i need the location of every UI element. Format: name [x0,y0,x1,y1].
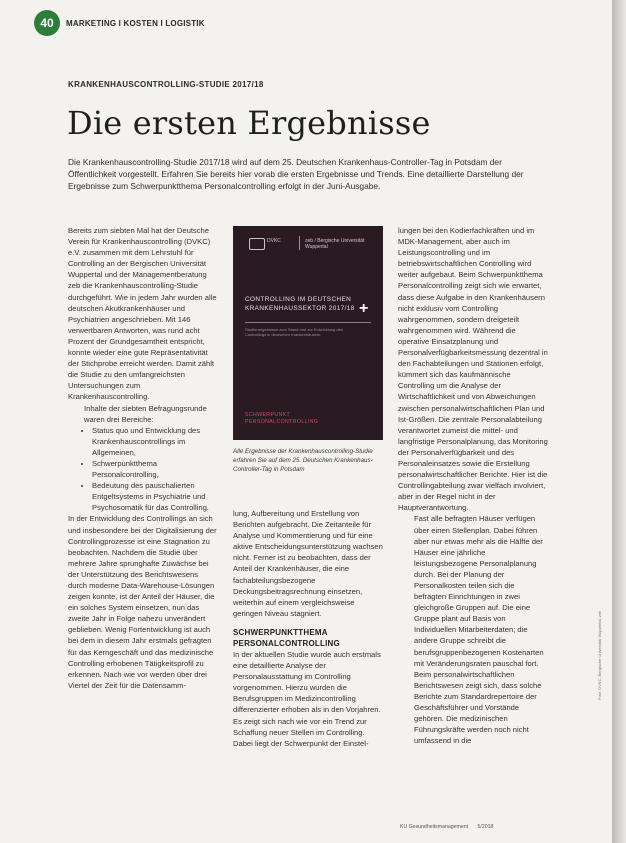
paragraph: lungen bei den Kodierfachkräften und im MDK-Management, aber auch im Leistungscontrolling und im betriebswirtschaftlichen Controlling wird weiter aufgebaut. Beim Schwerpunktthema Personalcontrolling zeigt sich wie erwartet, dass diese Aufgabe in den Krankenhäusern nicht exklusiv vom Controlling wahrgenommen, sondern dreigeteilt wahrgenommen wird. Während die operative Einsatzplanung und Personalverfügbarkeitsmessung dezentral in den Fachabteilungen und Stationen erfolgt, kümmert sich das kaufmännische Controlling um die Analyse der Wirtschaftlichkeit und von Abweichungen zwischen personalwirtschaftlichen Plan und Ist-Größen. Die zentrale Personalabteilung verantwortet zumeist die mittel- und langfristige Personalplanung, das Monitoring der Personalverfügbarkeit und des Personaleinsatzes sowie die Erstellung personalwirtschaftlicher Berichte. Hier ist die Controllingabteilung zwar vielfach involviert, aber in der Regel nicht in der Hauptverantwortung. [398,226,548,513]
article-title: Die ersten Ergebnisse [67,104,431,142]
cover-logo-2: zeb / Bergische Universität Wuppertal [305,238,365,250]
image-caption: Alle Ergebnisse der Krankenhauscontrolling-Studie erfahren Sie auf dem 25. Deutschen Krankenhaus-Controller-Tag in Potsdam [233,448,373,474]
next-page-edge [612,0,626,843]
study-cover-image [233,226,383,440]
article-kicker: KRANKENHAUSCONTROLLING-STUDIE 2017/18 [68,80,264,89]
paragraph: Bereits zum siebten Mal hat der Deutsche Verein für Krankenhauscontrolling (DVKC) e.V. zusammen mit dem Lehrstuhl für Controlling an der Bergischen Universität Wuppertal und der Managementberatung zeb die Krankenhauscontrolling-Studie durchgeführt. Wie in jedem Jahr wurden alle deutschen Akutkrankenhäuser und Psychiatrien angeschrieben. Mit 146 verwertbaren Antworten, was rund acht Prozent der Grundgesamtheit entspricht, konnte wieder eine gute Repräsentativität der Stichprobe erreicht werden. Damit zählt die Studie zu den umfangreichsten Untersuchungen zum Krankenhauscontrolling. [68,226,217,402]
page-footer [400,824,501,830]
journal-name: KU Gesundheitsmanagement [400,824,469,830]
cover-logo-divider [299,236,300,250]
issue-label: 5/2018 [477,824,494,830]
section-label: MARKETING I KOSTEN I LOGISTIK [66,18,205,28]
paragraph: In der Entwicklung des Controllings an sich und insbesondere bei der Digitalisierung der Controllingprozesse ist eine Stagnation zu beobachten. Nachdem die Studie über mehrere Jahre sprunghafte Zuwächse bei der Unterstützung des Berichtswesens durch moderne Data-Warehouse-Lösungen zeigen konnte, ist der Anteil der Häuser, die ein solches System einsetzen, nun das zweite Jahr in Folge nahezu unverändert geblieben. Wenig Fortentwicklung ist auch bei dem in diesem Jahr erstmals gefragten für das Kerngeschäft und das medizinische Controlling erhobenen Tätigkeitsprofil zu erkennen. Nach wie vor werden über drei Viertel der Zeit für die Datensamm- [68,514,217,690]
column-2 [233,508,383,749]
subheading: SCHWERPUNKTTHEMA PERSONALCONTROLLING [233,627,340,648]
cover-small-text: Studienergebnisse zum Stand und zur Entwicklung des Controllings in deutschen Krankenhäusern [245,327,343,337]
dvkc-logo-icon [249,238,265,250]
cover-title: CONTROLLING IM DEUTSCHEN KRANKENHAUSSEKTOR 2017/18 [245,296,355,312]
plus-icon: + [359,300,369,317]
paragraph: In der aktuellen Studie wurde auch erstmals eine detaillierte Analyse der Personalausstattung im Controlling vorgenommen. Hierzu wurden die Berufsgruppen im Medizincontrolling differenzierter erhoben als in den Vorjahren. Es zeigt sich nach wie vor ein Trend zur Schaffung neuer Stellen im Controlling. Dabei liegt der Schwerpunkt der Einstel- [233,649,381,748]
column-1 [68,225,218,691]
bullet-list [68,425,218,514]
paragraph: lung, Aufbereitung und Erstellung von Berichten aufgebracht. Die Zeitanteile für Analyse und Kommentierung und für eine aktive Entscheidungsunterstützung wachsen nicht. Ferner ist zu beobachten, dass der Anteil der Krankenhäuser, die eine fachabteilungsbezogene Deckungsbeitragsrechnung einsetzen, weiterhin auf einem vergleichsweise geringen Niveau stagniert. [233,509,383,618]
page-number-badge: 40 [34,10,60,36]
photo-credit: Foto: DVKC, Bergische Universität Wuppertal, zeb [597,610,602,700]
list-item: • Status quo und Entwicklung des Krankenhauscontrollings im Allgemeinen, [92,425,218,458]
list-item: • Schwerpunktthema Personalcontrolling, [92,458,218,480]
paragraph: Fast alle befragten Häuser verfügen über einen Stellenplan. Dabei führen aber nur etwas mehr als die Hälfte der Häuser eine jährliche leistungsbezogene Personalplanung durch. Bei der Planung der Personalkosten teilen sich die befragten Einrichtungen in zwei gleichgroße Gruppen auf. Die eine Gruppe plant auf Basis von Individuellen Mitarbeiterdaten; die andere Gruppe schreibt die berufsgruppenbezogenen Kostenarten mit Veränderungsraten pauschal fort. [414,514,544,668]
column-3 [398,225,548,746]
paragraph: Beim personalwirtschaftlichen Berichtswesen zeigt sich, dass solche Berichte zum Standardrepertoire der Geschäftsführer und Vorstände gehören. Die medizinischen Führungskräfte werden noch nicht umfassend in die [414,669,542,746]
page-header [34,10,205,36]
article-lead: Die Krankenhauscontrolling-Studie 2017/18 wird auf dem 25. Deutschen Krankenhaus-Controller-Tag in Potsdam der Öffentlichkeit vorgestellt. Erfahren Sie bereits hier vorab die ersten Ergebnisse und Trends. Eine detaillierte Darstellung der Ergebnisse zum Schwerpunktthema Personalcontrolling erfolgt in der Juni-Ausgabe. [68,157,524,192]
cover-subtitle: SCHWERPUNKT PERSONALCONTROLLING [245,412,319,425]
cover-divider [245,322,371,323]
cover-logo-1: DVKC [267,238,281,244]
paragraph: Inhalte der siebten Befragungsrunde waren drei Bereiche: [84,403,207,424]
list-item: • Bedeutung des pauschalierten Entgeltsystems in Psychiatrie und Psychosomatik für das Controlling. [92,480,218,513]
